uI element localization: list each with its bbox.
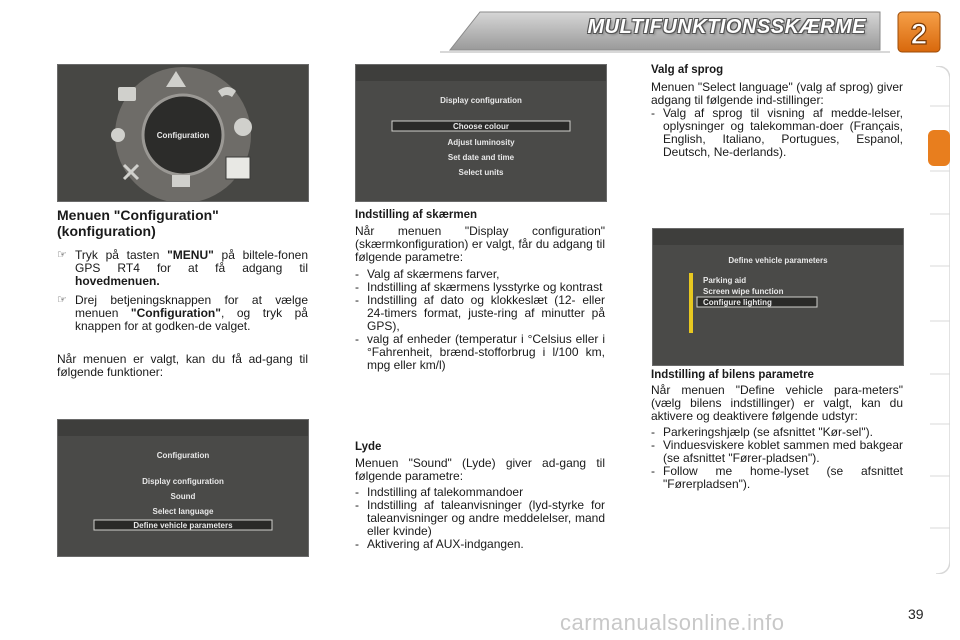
menu-item-selected: Define vehicle parameters (133, 521, 233, 530)
list-item: - Indstilling af talekommandoer (355, 485, 524, 499)
hand-pointer-icon: ☞ (57, 294, 67, 306)
list-item: - Indstilling af skærmens lysstyrke og kontrast (355, 280, 603, 294)
right-column-language (651, 64, 903, 159)
active-chapter-tab (928, 130, 950, 166)
section-intro: Menuen "Select language" (valg af sprog) giver adgang til følgende ind-stillinger: (651, 80, 903, 107)
hand-pointer-icon: ☞ (57, 249, 67, 261)
list-item: - Indstilling af taleanvisninger (lyd-styrke for taleanvisninger og andre meddelelser, mand eller kvinde) (355, 498, 605, 538)
menu-item: Adjust luminosity (447, 138, 515, 147)
middle-column-sound (355, 441, 605, 551)
section-heading: Menuen "Configuration" (konfiguration) (57, 207, 219, 239)
list-item: - Valg af skærmens farver, (355, 267, 500, 281)
menu-item: Select language (152, 507, 214, 516)
screen-title: Configuration (156, 451, 210, 460)
menu-item: Parking aid (703, 276, 747, 285)
screen-title: Display configuration (440, 96, 522, 105)
list-item: - Parkeringshjælp (se afsnittet "Kør-sel"). (651, 425, 873, 439)
section-intro: Når menuen "Display configuration" (skærmkonfiguration) er valgt, får du adgang til følgende parametre: (355, 224, 605, 264)
section-heading: Indstilling af skærmen (355, 209, 478, 221)
left-column (57, 207, 308, 379)
section-intro: Menuen "Sound" (Lyde) giver ad-gang til følgende parametre: (355, 456, 605, 483)
section-heading: Lyde (355, 441, 382, 453)
screen-main-menu-dial (57, 64, 309, 202)
dial-center-label: Configuration (156, 131, 210, 140)
screen-configuration (57, 419, 309, 557)
watermark: carmanualsonline.info (560, 610, 785, 635)
menu-item: Display configuration (142, 477, 224, 486)
middle-column-display (355, 209, 605, 372)
screen-title: Define vehicle parameters (728, 256, 828, 265)
menu-item: Select units (458, 168, 504, 177)
menu-item-selected: Choose colour (452, 122, 510, 131)
page-title: MULTIFUNKTIONSSKÆRME (587, 16, 866, 38)
chapter-number: 2 (910, 18, 928, 51)
chapter-tab-bar (928, 66, 950, 574)
instruction-step: ☞ Drej betjeningsknappen for at vælge menuen "Configuration", og tryk på knappen for at godken-de valget. (57, 293, 308, 333)
menu-item: Set date and time (447, 153, 515, 162)
list-item: - Indstilling af dato og klokkeslæt (12- eller 24-timers format, juste-ring af minutter på GPS), (355, 293, 605, 333)
list-item: - valg af enheder (temperatur i °Celsius eller i °Fahrenheit, brænd-stofforbrug i l/100 km, mpg eller km/l) (355, 332, 605, 372)
menu-item: Screen wipe function (703, 287, 784, 296)
section-heading: Indstilling af bilens parametre (651, 369, 814, 381)
menu-item-selected: Configure lighting (703, 298, 772, 307)
intro-text: Når menuen er valgt, kan du få ad-gang til følgende funktioner: (57, 352, 308, 379)
chapter-badge (896, 10, 942, 54)
screen-display-configuration (355, 64, 607, 202)
section-intro: Når menuen "Define vehicle para-meters" (vælg bilens indstillinger) er valgt, kan du aktivere og deaktivere følgende udstyr: (651, 383, 903, 423)
list-item: - Aktivering af AUX-indgangen. (355, 537, 524, 551)
menu-item: Sound (170, 492, 196, 501)
screen-vehicle-parameters (652, 228, 904, 366)
section-heading: Valg af sprog (651, 64, 724, 76)
list-item: - Valg af sprog til visning af medde-lelser, oplysninger og talekomman-doer (Français, English, Italiano, Portugues, Espanol, Deutsch, Ne-derlands). (651, 106, 903, 159)
list-item: - Follow me home-lyset (se afsnittet "Førerpladsen"). (651, 464, 903, 491)
page-number: 39 (908, 606, 924, 622)
list-item: - Vinduesviskere koblet sammen med bakgear (se afsnittet "Fører-pladsen"). (651, 438, 903, 465)
right-column-vehicle (651, 369, 903, 491)
instruction-step: ☞ Tryk på tasten "MENU" på biltele-fonen GPS RT4 for at få adgang til hovedmenuen. (57, 248, 308, 288)
scroll-indicator (689, 273, 693, 333)
